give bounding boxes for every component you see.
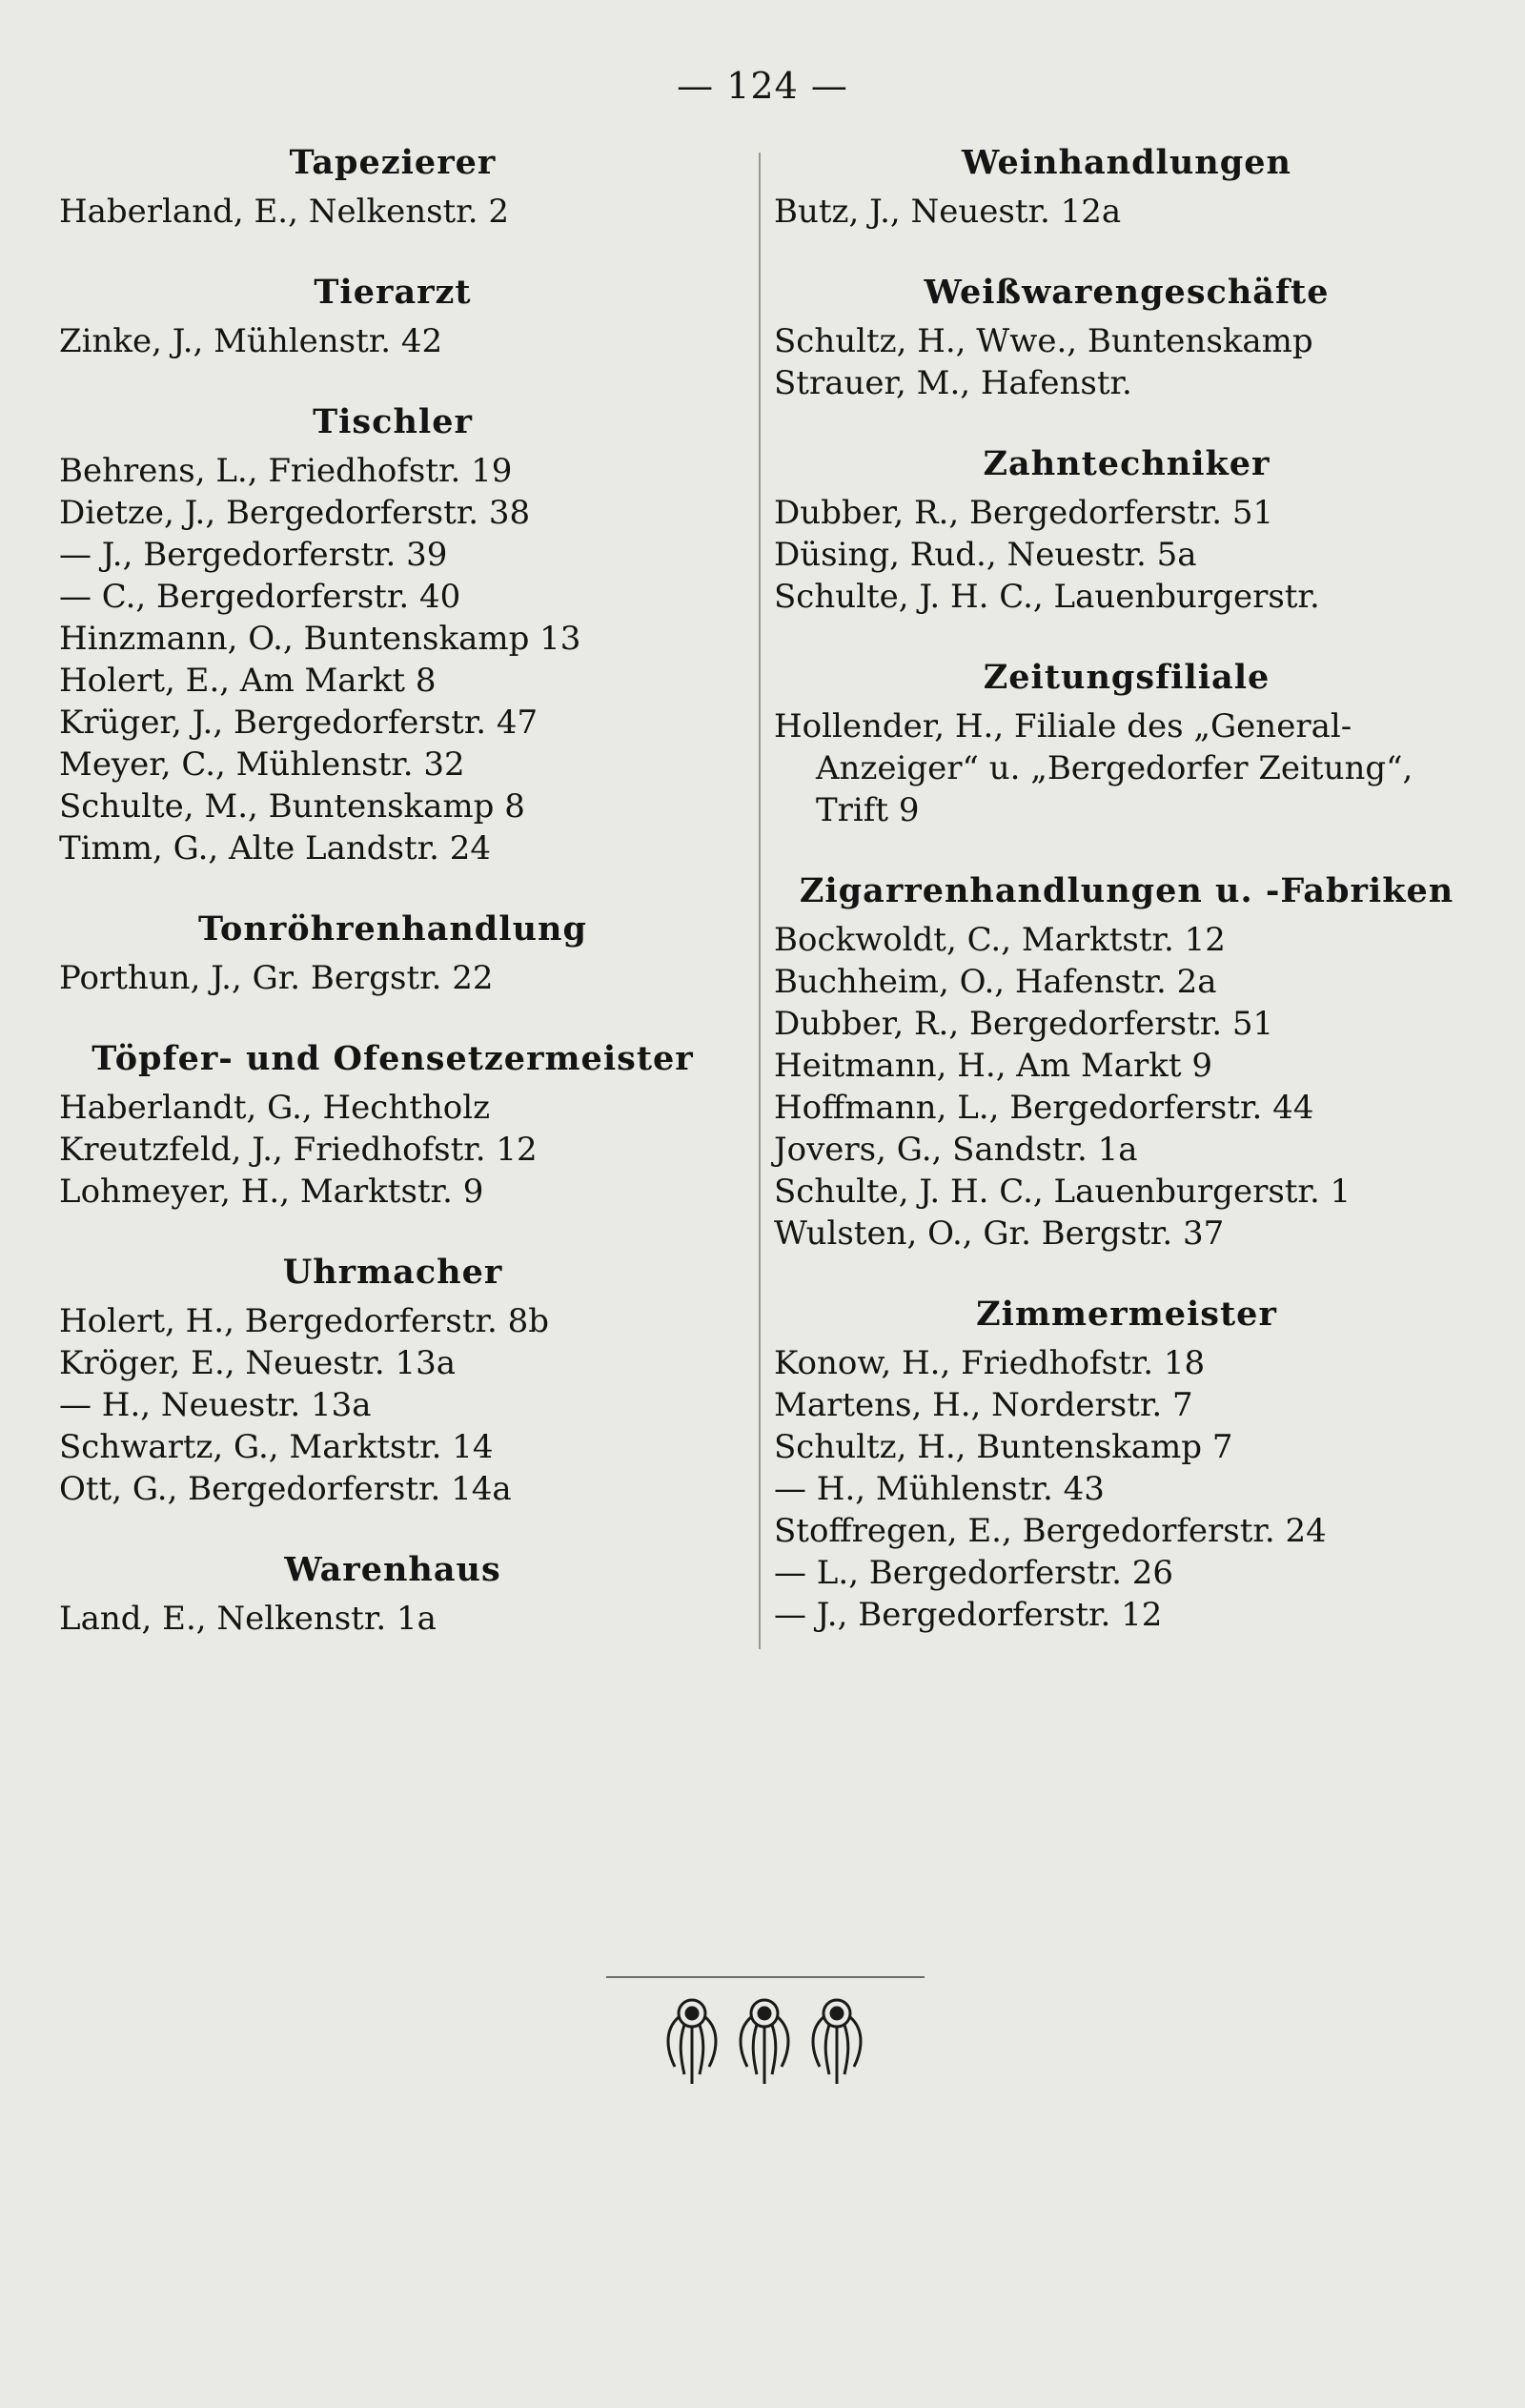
entry: Wulsten, O., Gr. Bergstr. 37 (774, 1214, 1225, 1253)
section-title: Tischler (313, 402, 473, 441)
entry: Zinke, J., Mühlenstr. 42 (59, 322, 443, 360)
entry: Buchheim, O., Hafenstr. 2a (774, 963, 1217, 1001)
entry: Strauer, M., Hafenstr. (774, 364, 1132, 402)
ornament-rule (606, 1976, 925, 1978)
entry: — H., Mühlenstr. 43 (774, 1470, 1105, 1508)
entry: Haberland, E., Nelkenstr. 2 (59, 193, 509, 231)
section-weisswaren (774, 273, 1479, 404)
entry: Hoffmann, L., Bergedorferstr. 44 (774, 1089, 1314, 1127)
entry: Schultz, H., Wwe., Buntenskamp (774, 322, 1313, 360)
section-tonroehrenhandlung (59, 909, 726, 999)
entry: Schulte, J. H. C., Lauenburgerstr. (774, 578, 1320, 616)
section-title: Tonröhrenhandlung (198, 909, 587, 949)
entry: Timm, G., Alte Landstr. 24 (59, 829, 492, 867)
entry: Dubber, R., Bergedorferstr. 51 (774, 494, 1274, 532)
entry: Butz, J., Neuestr. 12a (774, 193, 1122, 231)
section-title: Zigarrenhandlungen u. -Fabriken (799, 871, 1454, 910)
entry: Dietze, J., Bergedorferstr. 38 (59, 494, 531, 532)
entry: Konow, H., Friedhofstr. 18 (774, 1344, 1206, 1382)
entry: Martens, H., Norderstr. 7 (774, 1386, 1193, 1424)
entry-continuation: Anzeiger“ u. „Bergedorfer Zeitung“, (816, 749, 1413, 787)
entry: Lohmeyer, H., Marktstr. 9 (59, 1173, 484, 1211)
section-zimmermeister (774, 1295, 1479, 1636)
entry: — H., Neuestr. 13a (59, 1386, 372, 1424)
left-column (59, 143, 726, 1680)
section-toepfer (59, 1039, 726, 1213)
section-tapezierer (59, 143, 726, 233)
entry: Holert, E., Am Markt 8 (59, 662, 437, 700)
section-title: Tapezierer (289, 143, 497, 182)
section-title: Zahntechniker (983, 444, 1271, 483)
entry: — L., Bergedorferstr. 26 (774, 1554, 1174, 1592)
entry: Schulte, J. H. C., Lauenburgerstr. 1 (774, 1173, 1352, 1211)
section-title: Weinhandlungen (962, 143, 1291, 182)
entry: Schultz, H., Buntenskamp 7 (774, 1428, 1233, 1466)
entry: Ott, G., Bergedorferstr. 14a (59, 1470, 512, 1508)
entry: Kröger, E., Neuestr. 13a (59, 1344, 457, 1382)
section-zeitungsfiliale (774, 658, 1479, 831)
section-zahntechniker (774, 444, 1479, 618)
entry: Land, E., Nelkenstr. 1a (59, 1600, 437, 1638)
section-title: Töpfer- und Ofensetzermeister (92, 1039, 694, 1078)
entry: Düsing, Rud., Neuestr. 5a (774, 536, 1197, 574)
entry: Krüger, J., Bergedorferstr. 47 (59, 704, 539, 742)
section-uhrmacher (59, 1253, 726, 1510)
section-title: Zimmermeister (976, 1295, 1277, 1334)
entry: — J., Bergedorferstr. 12 (774, 1596, 1163, 1634)
entry: Porthun, J., Gr. Bergstr. 22 (59, 959, 494, 997)
entry: Heitmann, H., Am Markt 9 (774, 1047, 1212, 1085)
entry: — J., Bergedorferstr. 39 (59, 536, 448, 574)
floral-ornament-icon (658, 1992, 872, 2097)
section-title: Weißwarengeschäfte (924, 273, 1330, 312)
entry: — C., Bergedorferstr. 40 (59, 578, 461, 616)
section-title: Zeitungsfiliale (983, 658, 1271, 697)
section-title: Warenhaus (284, 1550, 501, 1589)
entry: Holert, H., Bergedorferstr. 8b (59, 1302, 550, 1340)
section-zigarren (774, 871, 1479, 1255)
entry: Jovers, G., Sandstr. 1a (774, 1131, 1138, 1169)
entry: Haberlandt, G., Hechtholz (59, 1089, 491, 1127)
entry: Bockwoldt, C., Marktstr. 12 (774, 921, 1226, 959)
entry: Dubber, R., Bergedorferstr. 51 (774, 1005, 1274, 1043)
entry: Hinzmann, O., Buntenskamp 13 (59, 620, 581, 658)
section-tierarzt (59, 273, 726, 362)
entry-continuation: Trift 9 (816, 791, 920, 829)
section-title: Tierarzt (314, 273, 472, 312)
section-weinhandlungen (774, 143, 1479, 233)
column-divider (759, 153, 761, 1649)
entry: Kreutzfeld, J., Friedhofstr. 12 (59, 1131, 538, 1169)
entry: Schwartz, G., Marktstr. 14 (59, 1428, 494, 1466)
section-warenhaus (59, 1550, 726, 1640)
section-tischler (59, 402, 726, 869)
entry: Schulte, M., Buntenskamp 8 (59, 787, 525, 826)
entry: Meyer, C., Mühlenstr. 32 (59, 745, 465, 784)
entry: Behrens, L., Friedhofstr. 19 (59, 452, 513, 490)
entry: Stoffregen, E., Bergedorferstr. 24 (774, 1512, 1327, 1550)
right-column (774, 143, 1479, 1676)
section-title: Uhrmacher (282, 1253, 503, 1292)
entry: Hollender, H., Filiale des „General- (774, 707, 1352, 745)
page-number: — 124 — (677, 65, 848, 107)
